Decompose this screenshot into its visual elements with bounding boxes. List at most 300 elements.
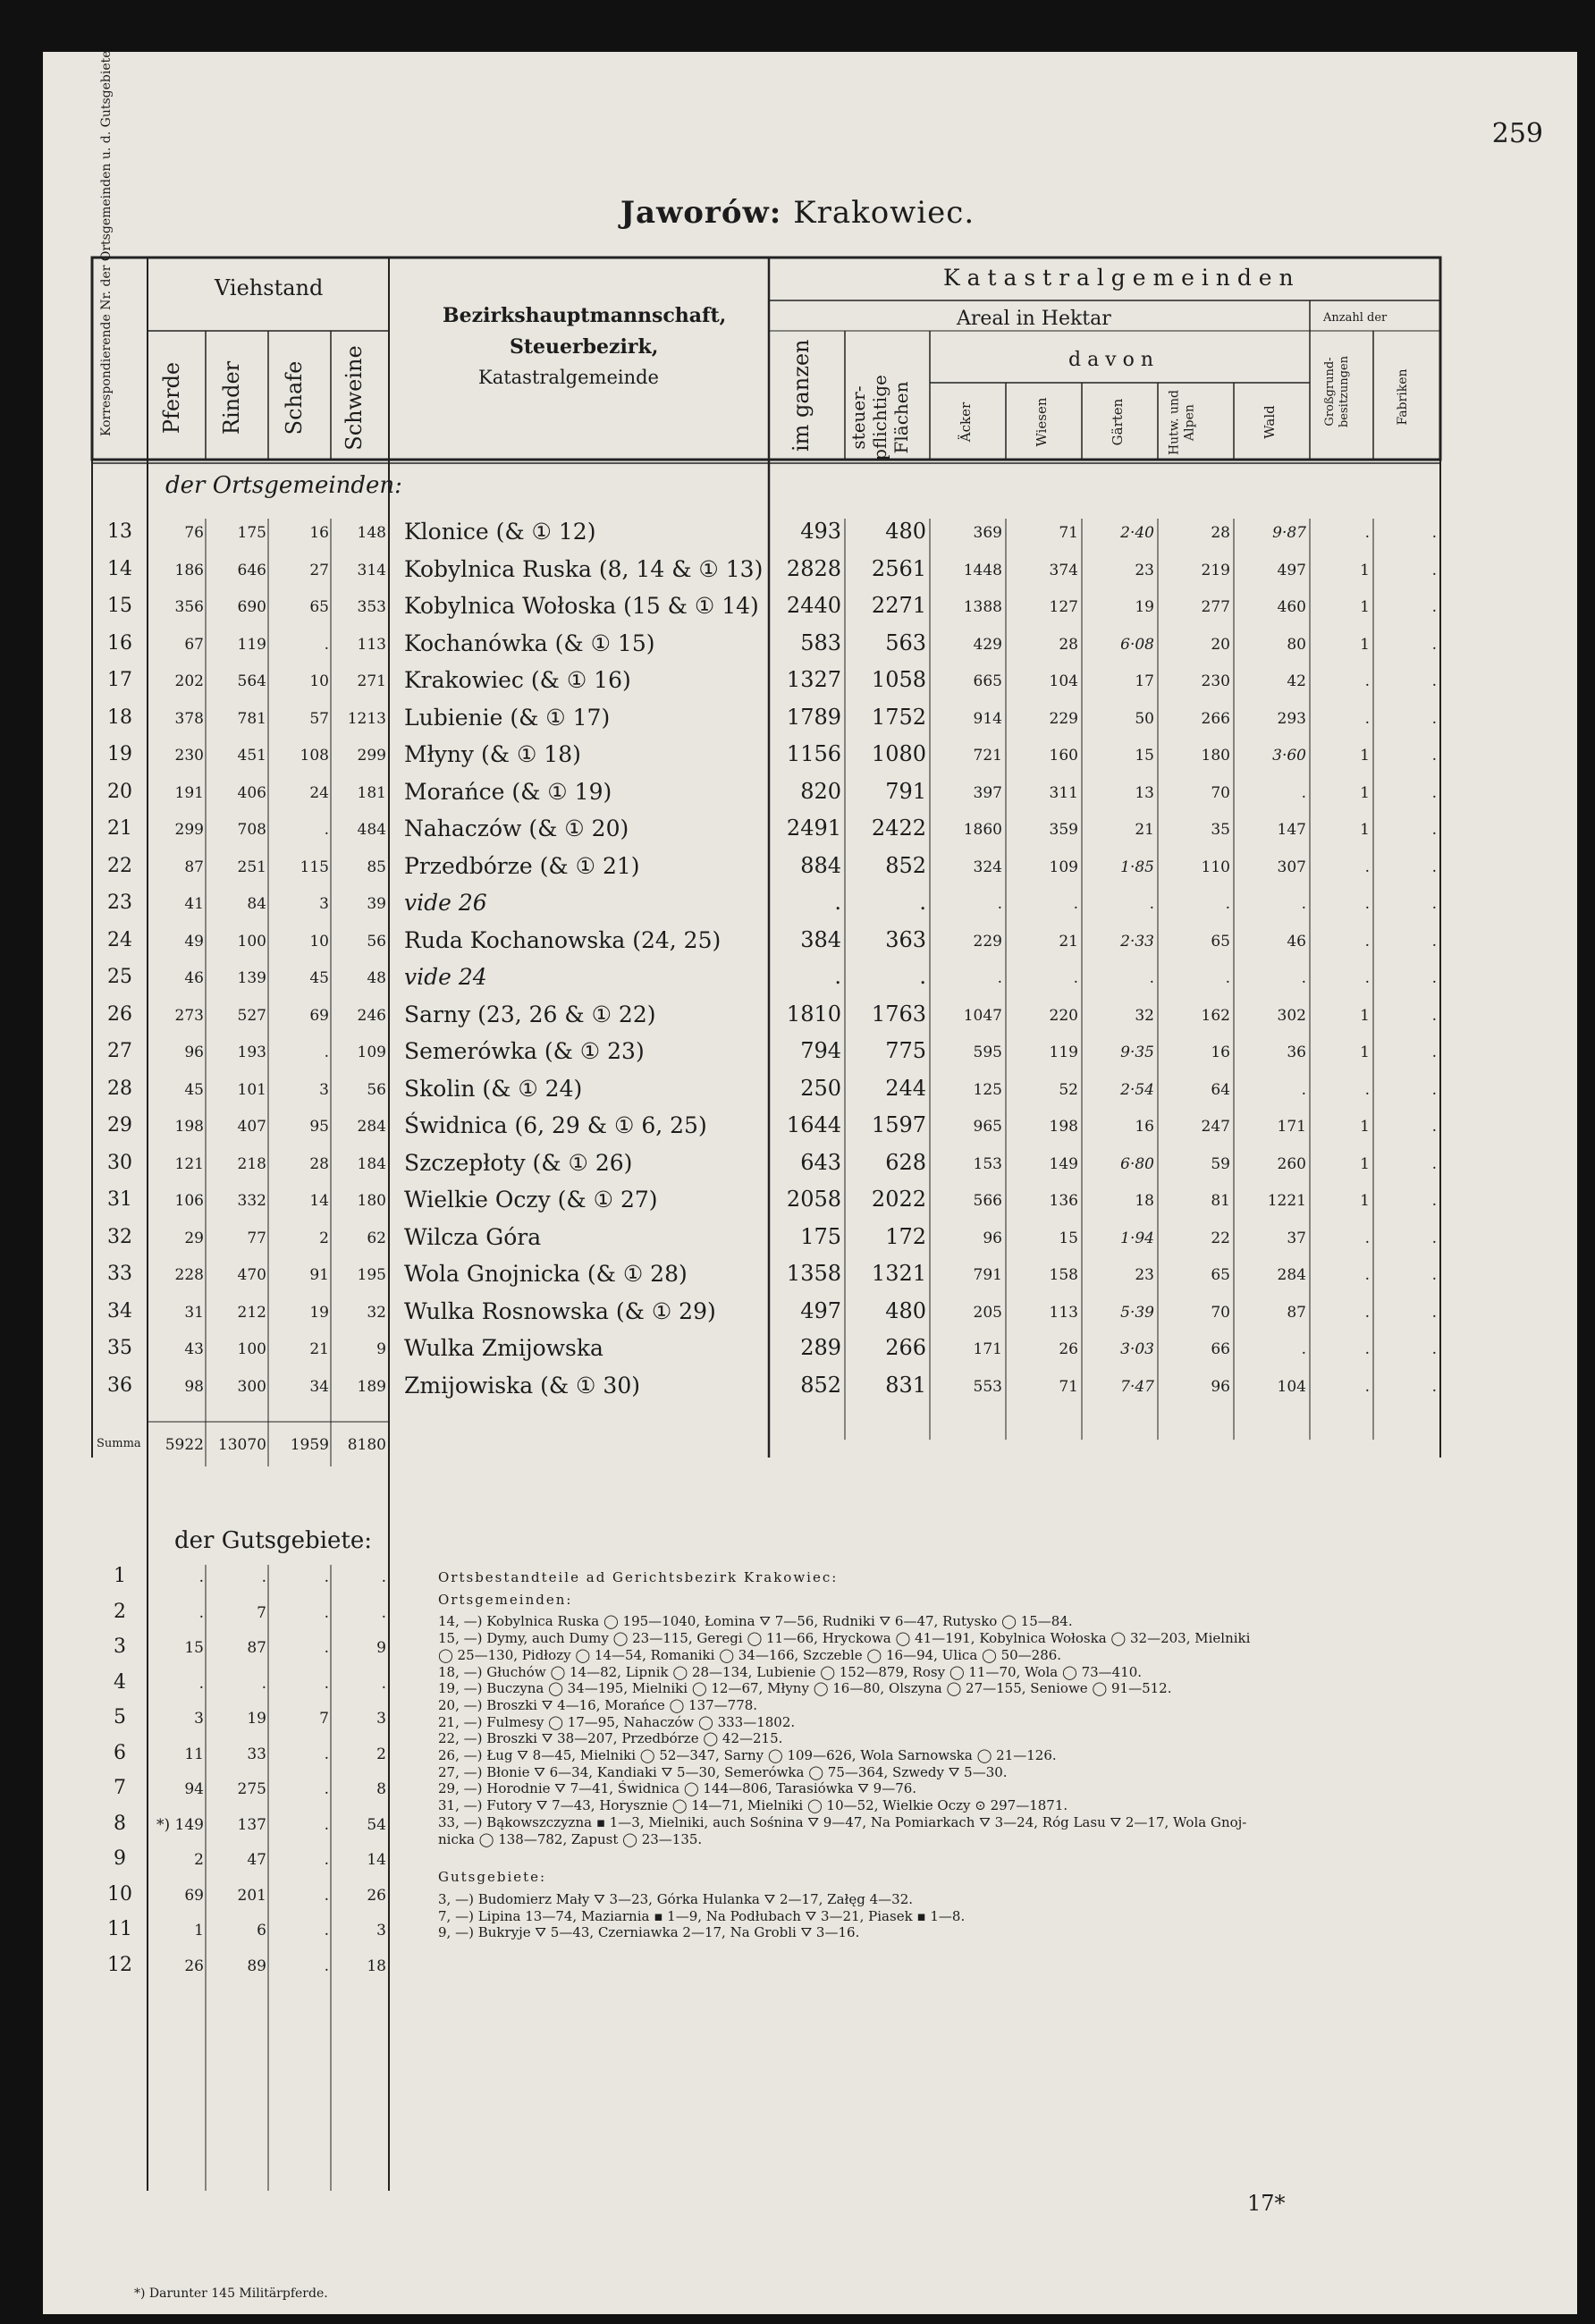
cell-wa: 37 (1287, 1229, 1306, 1247)
cell-fa: . (1431, 635, 1437, 654)
cell-sw: 180 (357, 1192, 386, 1210)
cell-hu: 180 (1201, 747, 1230, 765)
cell-gr: 1 (1360, 1044, 1370, 1061)
cell-tax: 563 (885, 630, 926, 655)
cell-fa: . (1431, 932, 1437, 951)
cell-tax: 2422 (871, 816, 926, 841)
sum-ri: 13070 (217, 1436, 266, 1454)
cell-ri: 84 (247, 895, 266, 913)
cell-hu: 247 (1201, 1118, 1230, 1136)
cell-sc: 115 (300, 858, 329, 876)
cell-ga: 16 (1135, 1118, 1154, 1136)
cell-ac: 595 (973, 1044, 1002, 1061)
row-number: 13 (107, 520, 132, 543)
cell-fa: . (1431, 598, 1437, 616)
cell-wi: 229 (1049, 709, 1078, 728)
cell-sw: 113 (357, 635, 386, 654)
cell-tot: 1327 (786, 667, 841, 692)
cell-gr: . (1364, 524, 1370, 542)
gut-cell-sw: 2 (376, 1745, 386, 1763)
notes-gut-heading: Gutsgebiete: (438, 1869, 547, 1886)
cell-ri: 100 (237, 932, 266, 951)
cell-tax: 775 (885, 1038, 926, 1063)
cell-wi: 136 (1049, 1192, 1078, 1210)
section-ortsgemeinden: der Ortsgemeinden: (165, 472, 402, 499)
note-line: 26, —) Ług ⛛ 8—45, Mielniki ◯ 52—347, Sarny ◯ 109—626, Wola Sarnowska ◯ 21—126. (438, 1747, 1057, 1764)
cell-ac: 665 (973, 672, 1002, 690)
cell-ga: 1·85 (1120, 858, 1154, 876)
cell-name: Nahaczów (& ① 20) (404, 816, 629, 841)
header-district-2: Steuerbezirk, (510, 335, 659, 359)
cell-tot: 384 (800, 926, 841, 952)
cell-sc: 10 (309, 932, 329, 951)
cell-ri: 451 (237, 747, 266, 765)
row-number: 30 (107, 1151, 132, 1174)
cell-ac: 125 (973, 1080, 1002, 1099)
cell-name: Ruda Kochanowska (24, 25) (404, 926, 722, 953)
cell-tax: 2271 (871, 593, 926, 618)
gut-cell-pf: 11 (184, 1745, 204, 1763)
cell-wi: 113 (1049, 1303, 1078, 1322)
cell-name: Wilcza Góra (404, 1223, 542, 1250)
cell-gr: . (1364, 1340, 1370, 1358)
row-number: 25 (107, 966, 132, 988)
cell-tax: 628 (885, 1149, 926, 1175)
cell-hu: 35 (1211, 821, 1230, 839)
cell-sw: 181 (357, 783, 386, 802)
cell-sc: 95 (309, 1118, 329, 1136)
notes-lines (438, 1613, 1430, 1847)
cell-fa: . (1431, 1303, 1437, 1322)
cell-sc: 16 (309, 524, 329, 542)
cell-pf: 356 (174, 598, 204, 616)
cell-sc: 21 (309, 1340, 329, 1358)
cell-fa: . (1431, 709, 1437, 728)
cell-pf: 31 (184, 1303, 204, 1322)
cell-hu: 70 (1211, 1303, 1230, 1322)
cell-wi: 15 (1059, 1229, 1078, 1247)
cell-tot: 794 (800, 1038, 841, 1063)
gut-cell-sw: 54 (367, 1815, 386, 1834)
gut-cell-sc: . (324, 1603, 329, 1622)
row-number: 28 (107, 1077, 132, 1100)
cell-sw: 189 (357, 1377, 386, 1396)
gut-cell-sc: 7 (319, 1710, 329, 1728)
cell-ga: 2·40 (1120, 524, 1154, 542)
cell-hu: 96 (1211, 1377, 1230, 1396)
cell-tax: 244 (885, 1075, 926, 1101)
gut-cell-sw: 8 (376, 1780, 386, 1798)
gut-cell-ri: 6 (257, 1922, 266, 1939)
cell-wi: 220 (1049, 1006, 1078, 1025)
row-number: 15 (107, 595, 132, 617)
cell-ri: 407 (237, 1118, 266, 1136)
gut-cell-sw: 18 (367, 1956, 386, 1975)
cell-pf: 45 (184, 1080, 204, 1099)
gut-cell-sc: . (324, 1745, 329, 1763)
header-estates: Großgrund- besitzungen (1323, 355, 1351, 428)
cell-sc: 10 (309, 672, 329, 690)
gut-row-number: 12 (107, 1953, 132, 1976)
cell-ri: 300 (237, 1377, 266, 1396)
cell-sc: . (324, 821, 329, 839)
cell-pf: 29 (184, 1229, 204, 1247)
cell-ri: 212 (237, 1303, 266, 1322)
cell-wa: 260 (1277, 1154, 1306, 1173)
cell-ri: 470 (237, 1266, 266, 1284)
cell-fa: . (1431, 561, 1437, 579)
row-number: 31 (107, 1188, 132, 1211)
cell-ri: 564 (237, 672, 266, 690)
gut-cell-sw: . (381, 1568, 386, 1586)
cell-wa: . (1301, 783, 1306, 802)
cell-gr: 1 (1360, 747, 1370, 765)
row-number: 33 (107, 1263, 132, 1285)
cell-sw: 56 (367, 1080, 386, 1099)
cell-tot: 643 (800, 1149, 841, 1175)
cell-tot: . (834, 890, 841, 915)
cell-tax: 1752 (871, 704, 926, 730)
cell-gr: . (1364, 895, 1370, 913)
cell-gr: 1 (1360, 821, 1370, 839)
cell-wi: 160 (1049, 747, 1078, 765)
gut-row-number: 11 (107, 1918, 132, 1940)
gut-cell-ri: . (261, 1674, 266, 1693)
cell-sc: 65 (309, 598, 329, 616)
cell-gr: 1 (1360, 1006, 1370, 1025)
sum-sc: 1959 (290, 1436, 329, 1454)
cell-pf: 378 (174, 709, 204, 728)
cell-name: Zmijowiska (& ① 30) (404, 1372, 640, 1399)
cell-hu: 266 (1201, 709, 1230, 728)
cell-wa: . (1301, 1340, 1306, 1358)
cell-sw: 484 (357, 821, 386, 839)
cell-wa: 3·60 (1272, 747, 1306, 765)
header-factories: Fabriken (1396, 368, 1410, 426)
sum-label: Summa (97, 1437, 141, 1450)
cell-ac: . (997, 895, 1002, 913)
cell-fa: . (1431, 895, 1437, 913)
note-line: 14, —) Kobylnica Ruska ◯ 195—1040, Łomina ⛛ 7—56, Rudniki ⛛ 6—47, Rutysko ◯ 15—84. (438, 1613, 1073, 1630)
gut-cell-ri: 47 (247, 1851, 266, 1869)
cell-sc: 69 (309, 1006, 329, 1025)
cell-fa: . (1431, 1377, 1437, 1396)
gut-row-number: 8 (114, 1812, 126, 1835)
note-line: 27, —) Błonie ⛛ 6—34, Kandiaki ⛛ 5—30, Semerówka ◯ 75—364, Szwedy ⛛ 5—30. (438, 1763, 1008, 1780)
cell-ac: 965 (973, 1118, 1002, 1136)
cell-pf: 76 (184, 524, 204, 542)
note-line: 33, —) Bąkowszczyzna ▪ 1—3, Mielniki, auch Sośnina ⛛ 9—47, Na Pomiarkach ⛛ 3—24, Róg Lasu ⛛ 2—17, Wola Gnoj- (438, 1813, 1247, 1830)
row-number: 24 (107, 928, 132, 951)
cell-tot: 884 (800, 852, 841, 878)
cell-tot: 1644 (786, 1112, 841, 1137)
cell-ga: 3·03 (1120, 1340, 1154, 1358)
note-line: 21, —) Fulmesy ◯ 17—95, Nahaczów ◯ 333—1802. (438, 1713, 796, 1730)
gut-cell-pf: . (198, 1568, 204, 1586)
cell-tax: . (919, 964, 926, 989)
cell-ga: 32 (1135, 1006, 1154, 1025)
cell-sc: 91 (309, 1266, 329, 1284)
cell-sw: 353 (357, 598, 386, 616)
gut-row-number: 2 (114, 1600, 126, 1623)
cell-wa: 284 (1277, 1266, 1306, 1284)
cell-fa: . (1431, 1118, 1437, 1136)
header-gardens: Gärten (1110, 398, 1126, 446)
cell-name: Lubienie (& ① 17) (404, 704, 611, 731)
cell-ga: 6·08 (1120, 635, 1154, 654)
cell-wa: . (1301, 895, 1306, 913)
cell-name: Kobylnica Wołoska (15 & ① 14) (404, 593, 759, 619)
cell-tot: 2058 (786, 1187, 841, 1212)
cell-hu: 219 (1201, 561, 1230, 579)
cell-ac: 1388 (963, 598, 1002, 616)
notes-gut-lines (438, 1891, 1430, 1941)
cell-sw: 32 (367, 1303, 386, 1322)
cell-hu: 59 (1211, 1154, 1230, 1173)
cell-ac: 721 (973, 747, 1002, 765)
gut-cell-sw: 3 (376, 1922, 386, 1939)
cell-wi: 26 (1059, 1340, 1078, 1358)
cell-wa: 293 (1277, 709, 1306, 728)
cell-sw: 48 (367, 969, 386, 987)
cell-tot: 2491 (786, 816, 841, 841)
row-number: 21 (107, 817, 132, 840)
row-number: 29 (107, 1114, 132, 1137)
row-number: 14 (107, 557, 132, 580)
cell-ri: 708 (237, 821, 266, 839)
cell-pf: 41 (184, 895, 204, 913)
header-taxable: steuer- pflichtige Flächen (848, 375, 912, 461)
cell-ga: 9·35 (1120, 1044, 1154, 1061)
gut-cell-sw: 14 (367, 1851, 386, 1869)
cell-sc: 14 (309, 1192, 329, 1210)
cell-fa: . (1431, 969, 1437, 987)
header-correspondence (100, 284, 138, 436)
cell-wa: 80 (1287, 635, 1306, 654)
cell-sc: 57 (309, 709, 329, 728)
cell-ri: 251 (237, 858, 266, 876)
row-number: 26 (107, 1002, 132, 1026)
cell-gr: . (1364, 709, 1370, 728)
cell-hu: 110 (1201, 858, 1230, 876)
cell-wa: 460 (1277, 598, 1306, 616)
gut-cell-ri: 89 (247, 1956, 266, 1975)
cell-ac: 566 (973, 1192, 1002, 1210)
cell-sw: 299 (357, 747, 386, 765)
header-count: Anzahl der (1323, 311, 1388, 325)
cell-ga: 13 (1135, 783, 1154, 802)
cell-gr: . (1364, 1229, 1370, 1247)
cell-pf: 121 (174, 1154, 204, 1173)
cell-name: Przedbórze (& ① 21) (404, 852, 640, 879)
cell-ga: 17 (1135, 672, 1154, 690)
cell-fa: . (1431, 821, 1437, 839)
gut-cell-ri: 275 (237, 1780, 266, 1798)
cell-wa: 1221 (1267, 1192, 1306, 1210)
cell-sc: 27 (309, 561, 329, 579)
cell-tax: 852 (885, 852, 926, 878)
cell-sc: 34 (309, 1377, 329, 1396)
row-number: 19 (107, 743, 132, 765)
cell-hu: 162 (1201, 1006, 1230, 1025)
gut-cell-sc: . (324, 1815, 329, 1834)
note-line: 29, —) Horodnie ⛛ 7—41, Świdnica ◯ 144—806, Tarasiówka ⛛ 9—76. (438, 1780, 917, 1797)
cell-ac: 553 (973, 1377, 1002, 1396)
cell-ga: 50 (1135, 709, 1154, 728)
note-gut-line: 9, —) Bukryje ⛛ 5—43, Czerniawka 2—17, Na Grobli ⛛ 3—16. (438, 1924, 860, 1941)
cell-tot: 1156 (786, 741, 841, 766)
gut-cell-pf: . (198, 1603, 204, 1622)
cell-sw: 109 (357, 1044, 386, 1061)
cell-ac: 791 (973, 1266, 1002, 1284)
cell-wi: 21 (1059, 932, 1078, 951)
gut-cell-ri: 33 (247, 1745, 266, 1763)
cell-ga: . (1149, 895, 1154, 913)
cell-ga: 2·33 (1120, 932, 1154, 951)
cell-tax: 1763 (871, 1001, 926, 1027)
gut-cell-pf: *) 149 (156, 1815, 204, 1834)
cell-fa: . (1431, 1154, 1437, 1173)
gut-cell-sc: . (324, 1956, 329, 1975)
cell-wa: 104 (1277, 1377, 1306, 1396)
cell-sc: 28 (309, 1154, 329, 1173)
gut-cell-pf: 69 (184, 1886, 204, 1905)
cell-hu: . (1225, 895, 1230, 913)
cell-wa: 307 (1277, 858, 1306, 876)
cell-gr: . (1364, 1080, 1370, 1099)
cell-tax: 363 (885, 926, 926, 952)
cell-wa: 497 (1277, 561, 1306, 579)
cell-name: Wulka Rosnowska (& ① 29) (404, 1297, 716, 1324)
gut-row-number: 5 (114, 1706, 126, 1728)
cell-hu: 64 (1211, 1080, 1230, 1099)
cell-sw: 62 (367, 1229, 386, 1247)
section-gutsgebiete: der Gutsgebiete: (174, 1527, 372, 1554)
row-number: 20 (107, 780, 132, 803)
header-fields: Äcker (958, 401, 974, 443)
cell-fa: . (1431, 1340, 1437, 1358)
cell-tax: 1058 (871, 667, 926, 692)
cell-ga: 6·80 (1120, 1154, 1154, 1173)
cell-ac: 1047 (963, 1006, 1002, 1025)
cell-hu: 28 (1211, 524, 1230, 542)
cell-tot: 820 (800, 778, 841, 804)
cell-ri: 646 (237, 561, 266, 579)
gut-cell-sc: . (324, 1639, 329, 1657)
cell-hu: 20 (1211, 635, 1230, 654)
cell-fa: . (1431, 1080, 1437, 1099)
cell-ga: 1·94 (1120, 1229, 1154, 1247)
cell-pf: 98 (184, 1377, 204, 1396)
gut-cell-sc: . (324, 1851, 329, 1869)
cell-wa: 171 (1277, 1118, 1306, 1136)
gut-row-number: 4 (114, 1670, 126, 1694)
gut-cell-sw: 26 (367, 1886, 386, 1905)
cell-wa: 42 (1287, 672, 1306, 690)
cell-hu: 16 (1211, 1044, 1230, 1061)
cell-tax: 2561 (871, 555, 926, 581)
row-number: 32 (107, 1225, 132, 1248)
cell-pf: 186 (174, 561, 204, 579)
cell-name: Semerówka (& ① 23) (404, 1038, 645, 1064)
cell-ac: 914 (973, 709, 1002, 728)
cell-ac: 1860 (963, 821, 1002, 839)
gut-cell-sw: 9 (376, 1639, 386, 1657)
cell-pf: 202 (174, 672, 204, 690)
cell-ac: 96 (983, 1229, 1002, 1247)
page-number: 259 (1491, 118, 1543, 149)
cell-sw: 284 (357, 1118, 386, 1136)
cell-sw: 39 (367, 895, 386, 913)
cell-ri: 139 (237, 969, 266, 987)
gut-cell-pf: 94 (184, 1780, 204, 1798)
cell-tax: 1321 (871, 1261, 926, 1286)
cell-ri: 175 (237, 524, 266, 542)
header-cattle: Rinder (219, 360, 244, 435)
cell-tot: 1358 (786, 1261, 841, 1286)
cell-ac: 397 (973, 783, 1002, 802)
cell-wa: 147 (1277, 821, 1306, 839)
signature-mark: 17* (1247, 2191, 1286, 2216)
cell-gr: 1 (1360, 1118, 1370, 1136)
cell-gr: 1 (1360, 561, 1370, 579)
cell-tot: 497 (800, 1297, 841, 1323)
header-sheep: Schafe (282, 360, 307, 435)
cell-ga: 19 (1135, 598, 1154, 616)
notes-block (438, 1569, 1430, 1941)
header-meadows: Wiesen (1034, 397, 1050, 447)
cell-tot: 289 (800, 1335, 841, 1360)
cell-ga: 5·39 (1120, 1303, 1154, 1322)
row-number: 23 (107, 892, 132, 914)
cell-gr: . (1364, 1266, 1370, 1284)
header-total: im ganzen (789, 339, 814, 452)
cell-pf: 228 (174, 1266, 204, 1284)
cell-tax: 1080 (871, 741, 926, 766)
cell-fa: . (1431, 1266, 1437, 1284)
cell-tot: 1810 (786, 1001, 841, 1027)
cell-ga: 2·54 (1120, 1080, 1154, 1099)
cell-wa: . (1301, 1080, 1306, 1099)
cell-pf: 67 (184, 635, 204, 654)
cell-ri: 193 (237, 1044, 266, 1061)
gut-cell-pf: 26 (184, 1956, 204, 1975)
cell-sw: 314 (357, 561, 386, 579)
cell-hu: 66 (1211, 1340, 1230, 1358)
cell-ri: 77 (247, 1229, 266, 1247)
row-number: 36 (107, 1373, 132, 1397)
cell-tax: . (919, 890, 926, 915)
cell-sw: 85 (367, 858, 386, 876)
cell-pf: 43 (184, 1340, 204, 1358)
cell-tot: 493 (800, 519, 841, 544)
cell-ga: 18 (1135, 1192, 1154, 1210)
cell-ri: 100 (237, 1340, 266, 1358)
row-number: 16 (107, 631, 132, 655)
cell-wi: 359 (1049, 821, 1078, 839)
gut-cell-pf: 2 (194, 1851, 204, 1869)
cell-fa: . (1431, 858, 1437, 876)
cell-gr: . (1364, 858, 1370, 876)
header-district-1: Bezirkshauptmannschaft, (443, 304, 727, 327)
cell-tax: 1597 (871, 1112, 926, 1137)
cell-hu: 22 (1211, 1229, 1230, 1247)
cell-tot: 2828 (786, 555, 841, 581)
gut-cell-pf: 15 (184, 1639, 204, 1657)
cell-sw: 271 (357, 672, 386, 690)
cell-tax: 480 (885, 519, 926, 544)
cell-pf: 46 (184, 969, 204, 987)
